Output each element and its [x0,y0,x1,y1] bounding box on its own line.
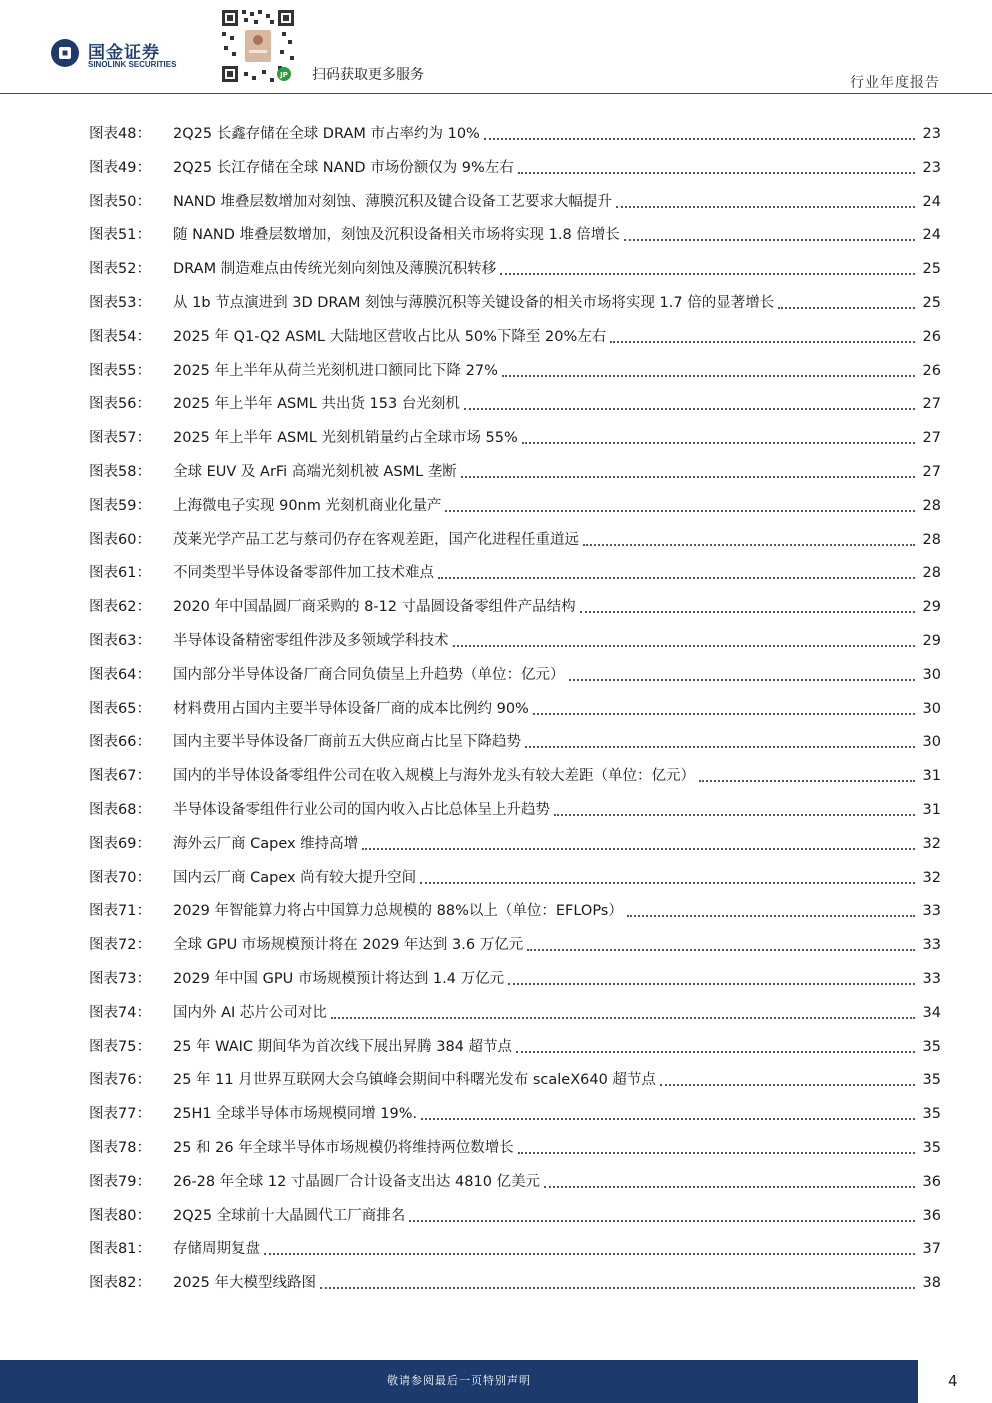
footer-disclaimer: 敬请参阅最后一页特别声明 [387,1374,531,1387]
toc-entry-page: 31 [922,802,941,818]
toc-entry-page: 28 [922,531,941,548]
toc-entry-title: 国内外 AI 芯片公司对比 [173,1004,327,1021]
toc-dot-leader [616,206,915,208]
toc-entry-page: 33 [922,903,941,920]
toc-entry-label: 图表61： [89,565,151,582]
toc-entry-title: 2025 年上半年 ASML 共出货 153 台光刻机 [173,396,460,413]
toc-dot-leader [522,442,915,444]
toc-entry-page: 27 [922,430,941,447]
toc-entry-title: 25 年 WAIC 期间华为首次线下展出昇腾 384 超节点 [173,1038,513,1055]
page-number: 4 [948,1372,958,1390]
toc-entry[interactable] [89,629,941,653]
toc-entry-label: 图表70： [89,869,151,886]
toc-entry-page: 30 [922,666,941,683]
toc-entry[interactable] [89,359,941,383]
toc-dot-leader [331,1017,915,1019]
logo-english-name: SINOLINK SECURITIES [88,60,177,69]
toc-entry-title: 2029 年智能算力将占中国算力总规模的 88%以上（单位：EFLOPs） [173,903,623,920]
page-header [0,0,992,95]
toc-entry-page: 32 [922,869,941,886]
toc-entry-title: 25 年 11 月世界互联网大会乌镇峰会期间中科曙光发布 scaleX640 超节点 [173,1072,656,1089]
toc-entry-label: 图表66： [89,734,151,751]
toc-entry-page: 36 [922,1207,941,1224]
toc-entry[interactable] [89,325,941,349]
toc-dot-leader [544,1186,915,1188]
sinolink-logo-icon [50,38,80,68]
toc-entry-page: 33 [922,971,941,987]
toc-entry-label: 图表75： [89,1038,151,1055]
toc-entry-title: 国内的半导体设备零组件公司在收入规模上与海外龙头有较大差距（单位：亿元） [173,768,695,785]
toc-entry-title: 半导体设备精密零组件涉及多领域学科技术 [173,633,449,649]
toc-dot-leader [264,1253,915,1255]
toc-entry-label: 图表52： [89,261,151,278]
toc-dot-leader [660,1084,915,1086]
toc-entry-page: 28 [922,497,941,514]
toc-entry-label: 图表49： [89,159,151,176]
toc-entry-title: 26-28 年全球 12 寸晶圆厂合计设备支出达 4810 亿美元 [173,1173,541,1190]
toc-entry-title: 全球 GPU 市场规模预计将在 2029 年达到 3.6 万亿元 [173,937,524,954]
toc-entry[interactable] [89,528,941,552]
toc-entry-label: 图表72： [89,937,151,954]
toc-entry[interactable] [89,1204,941,1228]
toc-entry-label: 图表73： [89,971,151,987]
toc-dot-leader [516,1051,915,1053]
toc-entry-page: 35 [922,1038,941,1055]
report-type-label: 行业年度报告 [850,75,940,91]
toc-entry[interactable] [89,663,941,687]
toc-entry-title: 从 1b 节点演进到 3D DRAM 刻蚀与薄膜沉积等关键设备的相关市场将实现 1.7 倍的显著增长 [173,295,775,311]
company-logo [50,38,200,72]
toc-entry[interactable] [89,866,941,890]
toc-entry-label: 图表64： [89,666,151,683]
toc-entry-label: 图表80： [89,1207,151,1224]
toc-entry[interactable] [89,1102,941,1126]
toc-dot-leader [527,949,915,951]
toc-entry-title: 2025 年上半年 ASML 光刻机销量约占全球市场 55% [173,430,518,447]
toc-entry-label: 图表81： [89,1241,151,1258]
toc-dot-leader [421,1118,915,1120]
toc-entry-title: 国内云厂商 Capex 尚有较大提升空间 [173,869,417,886]
toc-entry-page: 30 [922,700,941,717]
toc-entry[interactable] [89,764,941,788]
toc-entry-title: 2025 年上半年从荷兰光刻机进口额同比下降 27% [173,362,498,379]
toc-entry[interactable] [89,1035,941,1059]
toc-entry[interactable] [89,798,941,822]
toc-entry[interactable] [89,1271,941,1295]
toc-entry-title: 材料费用占国内主要半导体设备厂商的成本比例约 90% [173,700,529,717]
toc-dot-leader [461,476,915,478]
toc-entry-title: 全球 EUV 及 ArFi 高端光刻机被 ASML 垄断 [173,464,457,480]
toc-entry[interactable] [89,392,941,416]
toc-entry-page: 25 [922,295,941,311]
toc-dot-leader [464,408,915,410]
toc-entry-title: 25H1 全球半导体市场规模同增 19%. [173,1106,418,1123]
toc-entry-page: 29 [922,599,941,616]
toc-entry[interactable] [89,494,941,518]
toc-entry-label: 图表62： [89,599,151,616]
toc-entry-page: 33 [922,937,941,954]
toc-dot-leader [502,375,915,377]
toc-entry-title: 随 NAND 堆叠层数增加，刻蚀及沉积设备相关市场将实现 1.8 倍增长 [173,227,620,244]
toc-entry[interactable] [89,257,941,281]
toc-entry-page: 29 [922,633,941,649]
toc-dot-leader [580,611,915,613]
toc-entry[interactable] [89,1170,941,1194]
toc-entry-label: 图表63： [89,633,151,649]
toc-dot-leader [508,983,915,985]
toc-entry-label: 图表54： [89,328,151,345]
toc-entry[interactable] [89,933,941,957]
toc-entry-page: 25 [922,261,941,278]
toc-entry-page: 27 [922,464,941,480]
toc-dot-leader [610,341,915,343]
toc-entry-title: 2025 年 Q1-Q2 ASML 大陆地区营收占比从 50%下降至 20%左右 [173,328,607,345]
toc-dot-leader [445,510,915,512]
toc-entry-label: 图表79： [89,1173,151,1190]
toc-dot-leader [420,882,915,884]
toc-entry-title: NAND 堆叠层数增加对刻蚀、薄膜沉积及键合设备工艺要求大幅提升 [173,193,612,210]
toc-entry[interactable] [89,832,941,856]
toc-dot-leader [699,780,915,782]
toc-dot-leader [518,1152,915,1154]
toc-dot-leader [500,273,915,275]
toc-entry-page: 24 [922,227,941,244]
toc-dot-leader [525,746,915,748]
header-divider [0,93,992,94]
toc-entry-page: 23 [922,159,941,176]
toc-dot-leader [554,814,915,816]
toc-entry-title: 2020 年中国晶圆厂商采购的 8-12 寸晶圆设备零组件产品结构 [173,599,576,616]
toc-entry-page: 35 [922,1106,941,1123]
toc-entry[interactable] [89,190,941,214]
toc-dot-leader [627,915,915,917]
logo-chinese-name: 国金证券 [88,43,160,63]
toc-dot-leader [362,848,915,850]
toc-entry-page: 31 [922,768,941,785]
toc-entry-page: 28 [922,565,941,582]
toc-entry-label: 图表68： [89,802,151,818]
toc-entry-page: 23 [922,126,941,142]
toc-entry[interactable] [89,1068,941,1092]
toc-entry-title: 上海微电子实现 90nm 光刻机商业化量产 [173,497,442,514]
svg-text:JP: JP [280,71,288,79]
toc-entry-title: 国内部分半导体设备厂商合同负债呈上升趋势（单位：亿元） [173,666,565,683]
toc-entry-label: 图表77： [89,1106,151,1123]
toc-entry-label: 图表55： [89,362,151,379]
qr-code-icon[interactable] [218,6,298,86]
toc-entry-title: DRAM 制造难点由传统光刻向刻蚀及薄膜沉积转移 [173,261,497,278]
toc-entry[interactable] [89,156,941,180]
toc-entry[interactable] [89,223,941,247]
toc-entry-label: 图表82： [89,1275,151,1292]
qr-caption: 扫码获取更多服务 [312,67,424,83]
toc-entry-label: 图表60： [89,531,151,548]
toc-dot-leader [778,307,915,309]
toc-entry[interactable] [89,460,941,484]
toc-entry-title: 存储周期复盘 [173,1241,260,1258]
toc-entry-page: 26 [922,362,941,379]
toc-dot-leader [583,544,915,546]
toc-entry-page: 36 [922,1173,941,1190]
toc-entry-page: 35 [922,1072,941,1089]
toc-entry-label: 图表71： [89,903,151,920]
toc-entry-title: 茂莱光学产品工艺与蔡司仍存在客观差距，国产化进程任重道远 [173,531,579,548]
toc-entry-page: 30 [922,734,941,751]
toc-entry-page: 38 [922,1275,941,1292]
toc-entry[interactable] [89,899,941,923]
toc-entry[interactable] [89,595,941,619]
toc-dot-leader [533,713,915,715]
toc-entry[interactable] [89,122,941,146]
toc-entry-title: 2Q25 长鑫存储在全球 DRAM 市占率约为 10% [173,126,480,142]
toc-entry-page: 37 [922,1241,941,1258]
toc-dot-leader [409,1220,915,1222]
toc-entry-label: 图表78： [89,1140,151,1156]
toc-entry-label: 图表56： [89,396,151,413]
toc-dot-leader [484,138,915,140]
toc-entry-title: 半导体设备零组件行业公司的国内收入占比总体呈上升趋势 [173,802,550,818]
toc-entry-title: 25 和 26 年全球半导体市场规模仍将维持两位数增长 [173,1140,514,1156]
toc-entry[interactable] [89,1136,941,1160]
toc-entry-title: 2Q25 长江存储在全球 NAND 市场份额仅为 9%左右 [173,159,514,176]
toc-dot-leader [569,679,916,681]
toc-entry-label: 图表65： [89,700,151,717]
toc-entry-page: 32 [922,835,941,852]
toc-entry[interactable] [89,730,941,754]
toc-dot-leader [624,239,915,241]
page-footer [0,1360,918,1403]
toc-entry-label: 图表57： [89,430,151,447]
toc-entry-title: 海外云厂商 Capex 维持高增 [173,835,359,852]
toc-dot-leader [438,577,915,579]
toc-entry-label: 图表69： [89,835,151,852]
toc-entry-label: 图表53： [89,295,151,311]
toc-entry[interactable] [89,561,941,585]
toc-entry-title: 2025 年大模型线路图 [173,1275,317,1292]
toc-entry-page: 35 [922,1140,941,1156]
toc-entry-page: 34 [922,1004,941,1021]
toc-entry-label: 图表74： [89,1004,151,1021]
toc-entry[interactable] [89,697,941,721]
toc-entry[interactable] [89,426,941,450]
toc-entry-title: 2029 年中国 GPU 市场规模预计将达到 1.4 万亿元 [173,971,505,987]
toc-entry[interactable] [89,1237,941,1261]
toc-entry-page: 27 [922,396,941,413]
toc-entry-title: 不同类型半导体设备零部件加工技术难点 [173,565,434,582]
toc-entry-title: 2Q25 全球前十大晶圆代工厂商排名 [173,1207,406,1224]
toc-dot-leader [320,1287,915,1289]
toc-entry-label: 图表58： [89,464,151,480]
toc-entry[interactable] [89,1001,941,1025]
toc-dot-leader [453,645,916,647]
toc-entry-label: 图表50： [89,193,151,210]
toc-entry-label: 图表48： [89,126,151,142]
toc-entry-title: 国内主要半导体设备厂商前五大供应商占比呈下降趋势 [173,734,521,751]
toc-entry-label: 图表76： [89,1072,151,1089]
toc-entry-label: 图表59： [89,497,151,514]
toc-entry-label: 图表51： [89,227,151,244]
toc-entry[interactable] [89,291,941,315]
toc-entry-label: 图表67： [89,768,151,785]
toc-entry-page: 26 [922,328,941,345]
toc-entry-page: 24 [922,193,941,210]
toc-dot-leader [518,172,915,174]
toc-entry[interactable] [89,967,941,991]
